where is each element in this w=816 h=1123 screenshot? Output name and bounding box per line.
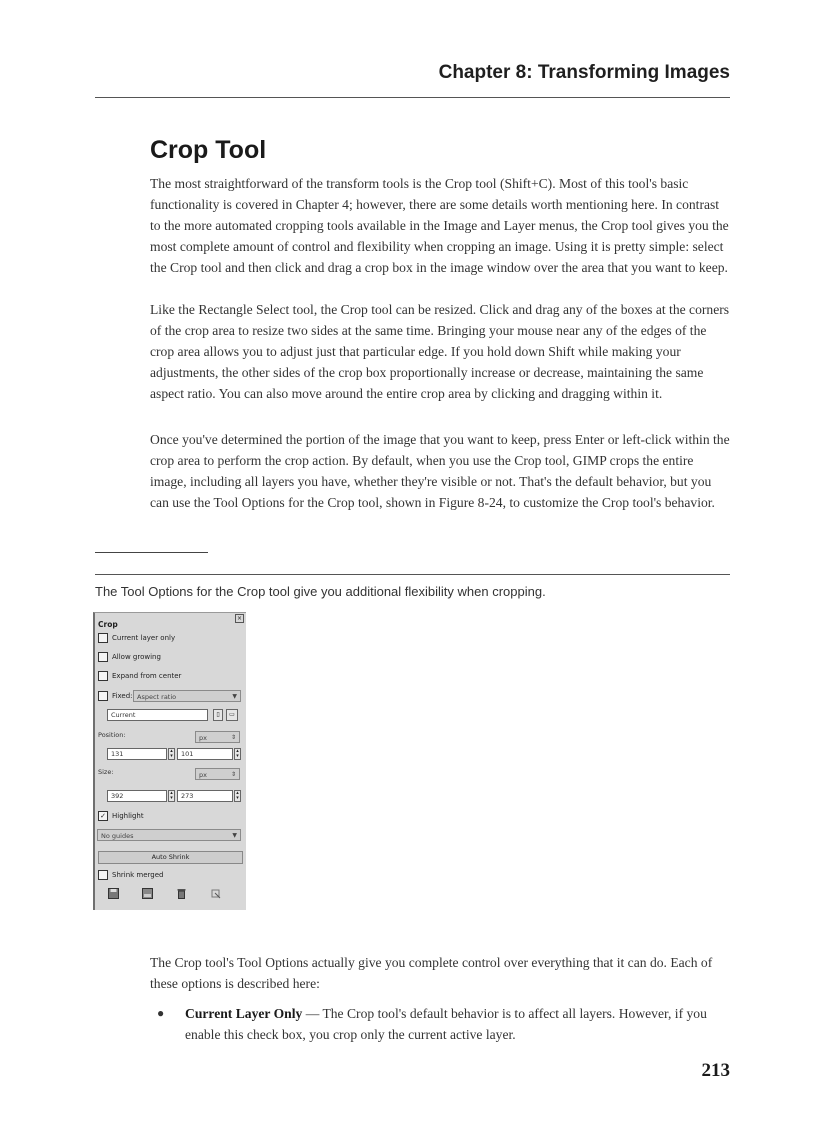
chapter-header: Chapter 8: Transforming Images	[438, 62, 730, 83]
current-layer-only-option[interactable]	[98, 631, 243, 645]
expand-from-center-checkbox[interactable]	[98, 671, 108, 681]
fixed-label: Fixed:	[112, 692, 133, 700]
fixed-mode-select[interactable]	[133, 690, 241, 702]
position-label: Position:	[98, 731, 126, 739]
reset-options-icon[interactable]	[209, 887, 221, 899]
fixed-mode-dropdown-icon: ▼	[232, 693, 237, 700]
fixed-mode-value: Aspect ratio	[137, 693, 177, 701]
panel-title: Crop	[98, 619, 118, 629]
highlight-checkbox[interactable]: ✓	[98, 811, 108, 821]
position-unit-select[interactable]	[195, 731, 240, 743]
save-options-icon[interactable]	[107, 887, 119, 899]
crop-tool-options-panel	[93, 612, 246, 910]
page-number: 213	[701, 1060, 730, 1081]
allow-growing-option[interactable]	[98, 650, 243, 664]
position-unit-stepper-icon: ⇕	[230, 734, 236, 741]
expand-from-center-label: Expand from center	[112, 672, 182, 680]
aspect-ratio-field[interactable]	[107, 709, 208, 721]
guides-select[interactable]	[97, 829, 241, 841]
size-height-input[interactable]	[177, 790, 233, 802]
bullet-dot-icon: ●	[157, 1006, 165, 1020]
position-x-value: 131	[111, 750, 124, 758]
shrink-merged-option[interactable]	[98, 868, 243, 882]
size-unit-select[interactable]	[195, 768, 240, 780]
fixed-checkbox[interactable]	[98, 691, 108, 701]
position-unit-value: px	[199, 734, 207, 742]
current-layer-only-checkbox[interactable]	[98, 633, 108, 643]
position-x-input[interactable]	[107, 748, 167, 760]
landscape-toggle-icon[interactable]: ▭	[226, 709, 238, 721]
header-rule	[95, 97, 730, 98]
section-title: Crop Tool	[150, 136, 267, 164]
allow-growing-checkbox[interactable]	[98, 652, 108, 662]
size-width-input[interactable]	[107, 790, 167, 802]
panel-header	[98, 617, 243, 631]
highlight-label: Highlight	[112, 812, 144, 820]
paragraph-3: Once you've determined the portion of the image that you want to keep, press Enter or left-click within the crop area to perform the crop action. By default, when you use the Crop tool, GIMP crops the entire image, including all layers you have, whether they're visible or not. That's the default behavior, but you can use the Tool Options for the Crop tool, shown in Figure 8-24, to customize the Crop tool's behavior.	[150, 432, 730, 510]
highlight-option[interactable]	[98, 809, 243, 823]
portrait-toggle-icon[interactable]: ▯	[213, 709, 223, 721]
current-layer-only-label: Current layer only	[112, 634, 176, 642]
delete-options-icon[interactable]	[175, 887, 187, 899]
panel-close-icon[interactable]: ×	[236, 615, 243, 622]
bullet-current-layer-only	[157, 1003, 732, 1045]
size-height-spinner-icon[interactable]: ▴ ▾	[234, 790, 241, 802]
aspect-ratio-value: Current	[111, 711, 136, 719]
position-x-spinner-icon[interactable]: ▴ ▾	[168, 748, 175, 760]
bullet-description: — The Crop tool's default behavior is to affect all layers. However, if you enable this check box, you crop only the current active layer.	[185, 1006, 707, 1042]
size-label: Size:	[98, 768, 114, 776]
panel-footer-icons	[107, 887, 221, 899]
bullet-term: Current Layer Only	[185, 1006, 303, 1021]
size-unit-value: px	[199, 771, 207, 779]
expand-from-center-option[interactable]	[98, 669, 243, 683]
restore-options-icon[interactable]	[141, 887, 153, 899]
caption-rule	[95, 574, 730, 575]
figure-caption: The Tool Options for the Crop tool give you additional flexibility when cropping.	[95, 584, 546, 599]
paragraph-4: The Crop tool's Tool Options actually give you complete control over everything that it can do. Each of these options is described here:	[150, 955, 713, 991]
position-y-spinner-icon[interactable]: ▴ ▾	[234, 748, 241, 760]
paragraph-1: The most straightforward of the transform tools is the Crop tool (Shift+C). Most of this tool's basic functionality is covered in Chapter 4; however, there are some details worth mentioning here. In contrast to the more automated cropping tools available in the Image and Layer menus, the Crop tool gives you the most complete amount of control and flexibility when cropping an image. Using it is pretty simple: select the Crop tool and then click and drag a crop box in the image window over the area that you want to keep.	[150, 176, 729, 275]
guides-value: No guides	[101, 832, 134, 840]
size-width-spinner-icon[interactable]: ▴ ▾	[168, 790, 175, 802]
allow-growing-label: Allow growing	[112, 653, 161, 661]
shrink-merged-checkbox[interactable]	[98, 870, 108, 880]
size-height-value: 273	[181, 792, 194, 800]
guides-dropdown-icon: ▼	[232, 832, 237, 839]
shrink-merged-label: Shrink merged	[112, 871, 164, 879]
auto-shrink-button[interactable]: Auto Shrink	[98, 851, 243, 864]
paragraph-2: Like the Rectangle Select tool, the Crop tool can be resized. Click and drag any of the boxes at the corners of the crop area to resize two sides at the same time. Bringing your mouse near any of the edges of the crop area allows you to adjust just that particular edge. If you hold down Shift while making your adjustments, the other sides of the crop box proportionally increase or decrease, maintaining the same aspect ratio. You can also move around the entire crop area by clicking and dragging within it.	[150, 302, 730, 401]
footnote-rule	[95, 552, 208, 553]
size-unit-stepper-icon: ⇕	[230, 771, 236, 778]
size-width-value: 392	[111, 792, 124, 800]
position-y-input[interactable]	[177, 748, 233, 760]
position-y-value: 101	[181, 750, 194, 758]
